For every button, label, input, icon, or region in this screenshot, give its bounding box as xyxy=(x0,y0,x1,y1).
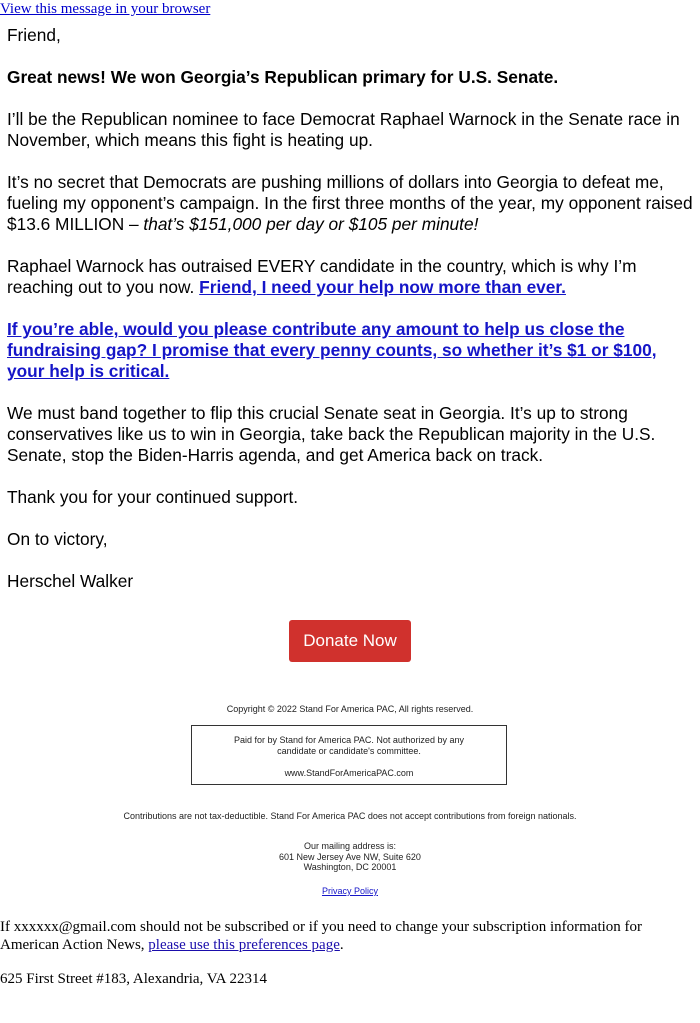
privacy-section xyxy=(0,886,700,897)
thanks-line: Thank you for your continued support. xyxy=(7,487,299,507)
donate-now-button[interactable]: Donate Now xyxy=(289,620,411,662)
contribute-link[interactable]: If you’re able, would you please contribute any amount to help us close the fundraising gap? I promise that every penny counts, so whether it’s $1 or $100, your help is critical. xyxy=(7,319,657,381)
website-text: www.StandForAmericaPAC.com xyxy=(284,768,414,778)
paragraph-nominee: I’ll be the Republican nominee to face Democrat Raphael Warnock in the Senate race in November, which means this fight is heating up. xyxy=(7,109,680,150)
paragraph-fundraising-emphasis: that’s $151,000 per day or $105 per minute! xyxy=(143,214,479,234)
greeting: Friend, xyxy=(7,25,61,45)
sender-address: 625 First Street #183, Alexandria, VA 22314 xyxy=(0,971,267,987)
contributions-disclaimer: Contributions are not tax-deductible. Stand For America PAC does not accept contributions from foreign nationals. xyxy=(123,811,577,821)
paragraph-fundraising-text: It’s no secret that Democrats are pushing millions of dollars into Georgia to defeat me, fueling my opponent’s campaign. In the first three months of the year, my opponent raised $13.6 MILLION – xyxy=(7,172,693,234)
subscription-text: If xxxxxx@gmail.com should not be subscribed or if you need to change your subscription information for American Action News, xyxy=(0,919,643,953)
letter-body xyxy=(7,25,695,613)
paragraph-outraised-text: Raphael Warnock has outraised EVERY candidate in the country, which is why I’m reaching out to you now. xyxy=(7,256,637,297)
paragraph-contribute xyxy=(7,319,695,382)
view-in-browser-link[interactable]: View this message in your browser xyxy=(0,1,211,17)
signature: Herschel Walker xyxy=(7,571,134,591)
paid-for-text: Paid for by Stand for America PAC. Not authorized by any candidate or candidate's committee. xyxy=(234,735,464,756)
subscription-notice xyxy=(0,918,700,954)
headline: Great news! We won Georgia’s Republican primary for U.S. Senate. xyxy=(7,67,559,87)
paid-for-disclaimer-box xyxy=(191,725,507,785)
privacy-policy-link[interactable]: Privacy Policy xyxy=(321,886,378,896)
subscription-end: . xyxy=(339,937,344,953)
donate-section xyxy=(0,620,700,662)
closing-line: On to victory, xyxy=(7,529,108,549)
copyright-notice: Copyright © 2022 Stand For America PAC, All rights reserved. xyxy=(226,704,474,714)
paragraph-band-together: We must band together to flip this crucial Senate seat in Georgia. It’s up to strong conservatives like us to win in Georgia, take back the Republican majority in the U.S. Senate, stop the Biden-Harris agenda, and get America back on track. xyxy=(7,403,656,465)
mailing-address-line2: Washington, DC 20001 xyxy=(303,862,397,872)
mailing-address-label: Our mailing address is: xyxy=(303,841,397,851)
mailing-address-line1: 601 New Jersey Ave NW, Suite 620 xyxy=(279,852,421,862)
paragraph-fundraising xyxy=(7,172,695,235)
help-now-link[interactable]: Friend, I need your help now more than ever. xyxy=(199,277,566,297)
paragraph-outraised xyxy=(7,256,695,298)
preferences-page-link[interactable]: please use this preferences page xyxy=(148,937,340,953)
